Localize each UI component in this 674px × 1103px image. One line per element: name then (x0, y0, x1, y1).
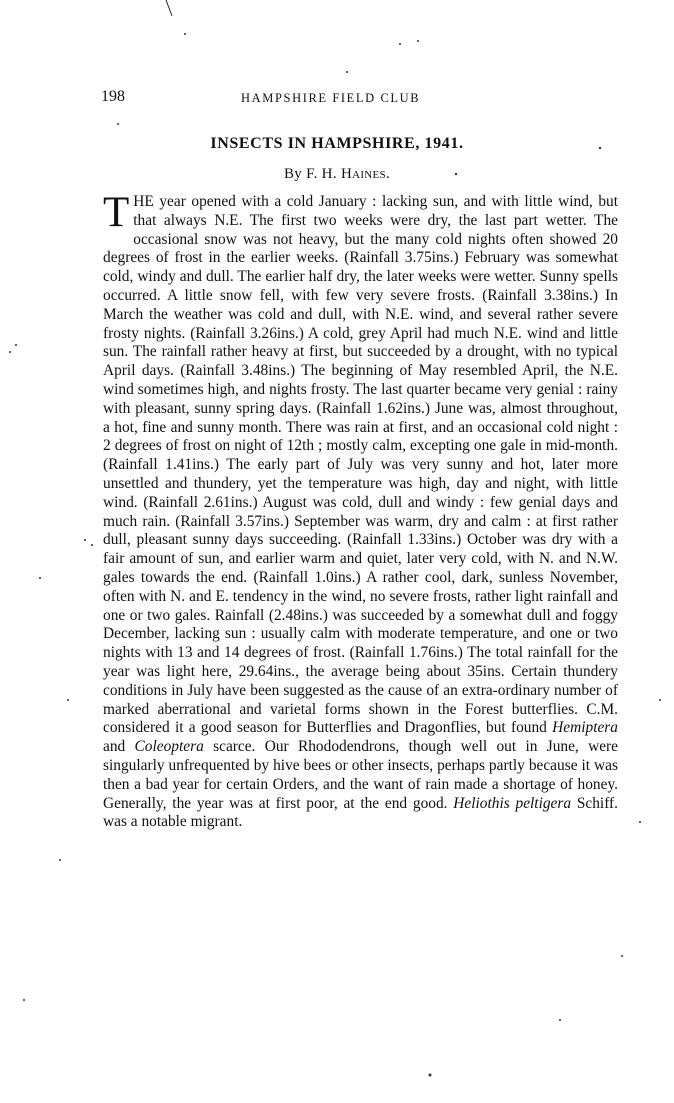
author-name: Haines. (340, 166, 391, 182)
page-number: 198 (101, 88, 125, 105)
body-text-part-3: scarce. Our Rhododendrons, though well out in June, were singularly unfrequented by hive bees or other insects, perhaps partly because it was then a bad year for certain Orders, and the want of rain made a shortage of honey. Generally, the year was at first poor, at the end good. (103, 738, 618, 812)
italic-term-hemiptera: Hemiptera (552, 719, 618, 737)
byline-prefix: By F. H. (283, 166, 337, 182)
italic-term-heliothis: Heliothis peltigera (453, 794, 572, 812)
body-paragraph (103, 189, 619, 831)
article-body (103, 189, 619, 832)
byline (0, 166, 674, 183)
drop-cap: T (103, 189, 130, 236)
running-head (101, 88, 621, 110)
article-title: INSECTS IN HAMPSHIRE, 1941. (210, 135, 464, 152)
italic-term-coleoptera: Coleoptera (134, 738, 204, 756)
body-text-part-1: HE year opened with a cold January : lacking sun, and with little wind, but that always N.E. The first two weeks were dry, the last part wetter. The occasional snow was not heavy, but the many cold nights often showed 20 degrees of frost in the earlier weeks. (Rainfall 3.75ins.) February was somewhat cold, windy and dull. The earlier half dry, the later weeks were wetter. Sunny spells occurred. A little snow fell, with few very severe frosts. (Rainfall 3.38ins.) In March the weather was cold and dull, with N.E. wind, and several rather severe frosty nights. (Rainfall 3.26ins.) A cold, grey April had much N.E. wind and little sun. The rainfall rather heavy at first, but succeeded by a drought, with no typical April days. (Rainfall 3.48ins.) The beginning of May resembled April, the N.E. wind sometimes high, and nights frosty. The last quarter became very genial : rainy with pleasant, sunny spring days. (Rainfall 1.62ins.) June was, almost throughout, a hot, fine and sunny month. There was rain at first, and an occasional cold night : 2 degrees of frost on night of 12th ; mostly calm, excepting one gale in mid-month. (Rainfall 1.41ins.) The early part of July was very sunny and hot, later more unsettled and thundery, yet the temperature was high, day and night, with little wind. (Rainfall 2.61ins.) August was cold, dull and windy : few genial days and much rain. (Rainfall 3.57ins.) September was warm, dry and calm : at first rather dull, pleasant sunny days succeeding. (Rainfall 1.33ins.) October was dry with a fair amount of sun, and earlier warm and quiet, later very cold, with N. and N.W. gales towards the end. (Rainfall 1.0ins.) A rather cool, dark, sunless November, often with N. and E. tendency in the wind, no severe frosts, rather light rainfall and one or two gales. Rainfall (2.48ins.) was succeeded by a somewhat dull and foggy December, lacking sun : usually calm with moderate temperature, and one or two nights with 13 and 14 degrees of frost. (Rainfall 1.76ins.) The total rainfall for the year was light here, 29.64ins., the average being about 35ins. Certain thundery conditions in July have been suggested as the cause of an extra-ordinary number of marked aberrational and varietal forms shown in the Forest butterflies. C.M. considered it a good season for Butterflies and Dragonflies, but found (103, 193, 618, 737)
body-text-part-4: Schiff. was a notable migrant. (103, 794, 619, 831)
body-text-part-2: and (103, 738, 135, 756)
journal-title: HAMPSHIRE FIELD CLUB (241, 91, 421, 105)
